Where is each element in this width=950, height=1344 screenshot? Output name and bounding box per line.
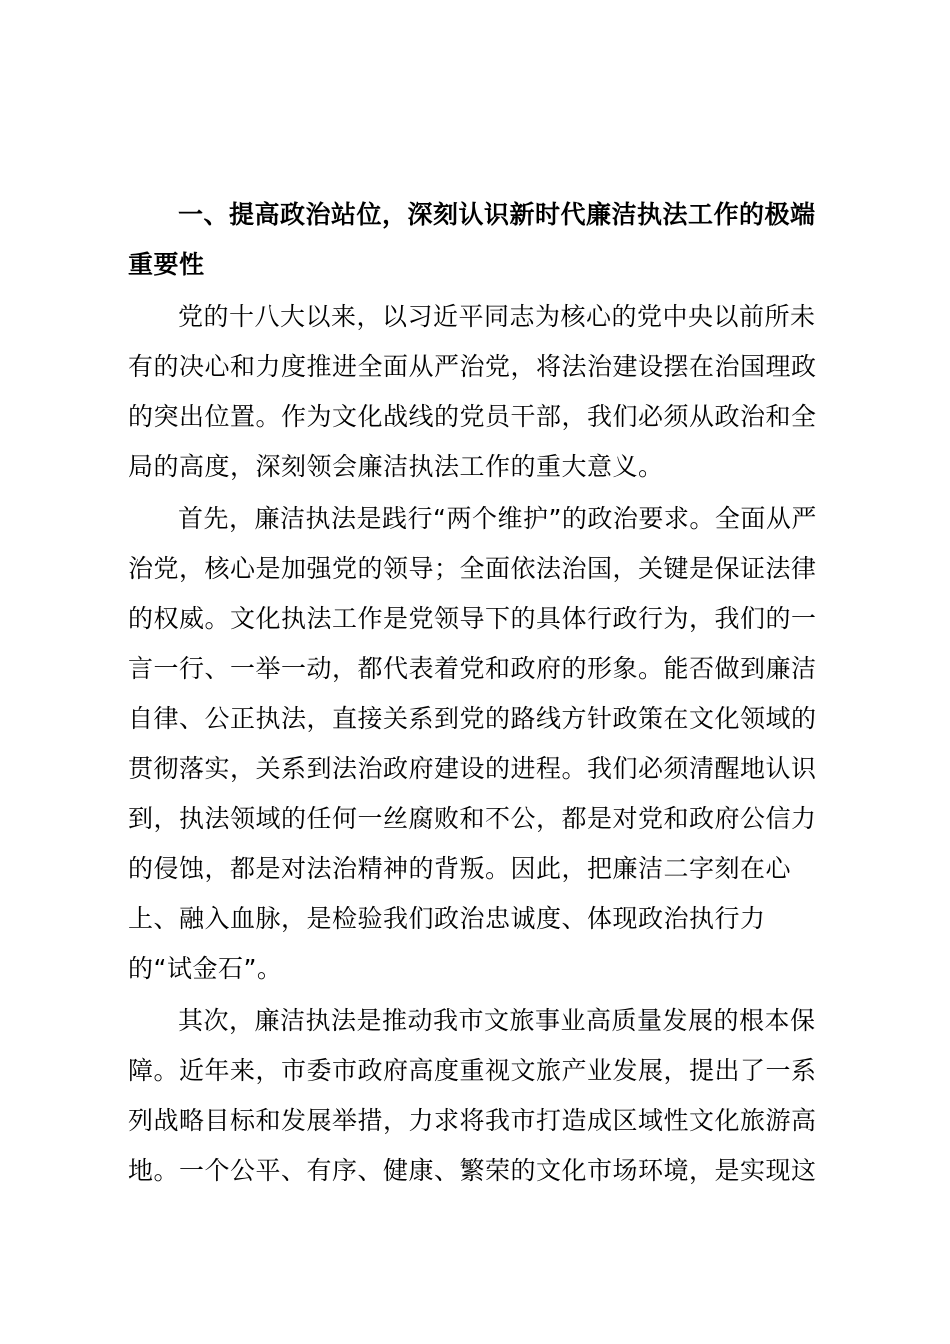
paragraph-second-point: 其次，廉洁执法是推动我市文旅事业高质量发展的根本保障。近年来，市委市政府高度重视文旅产业发展，提出了一系列战略目标和发展举措，力求将我市打造成区域性文化旅游高地。一个公平、有序、健康、繁荣的文化市场环境，是实现这 (128, 1006, 817, 1185)
paragraph-first-point: 首先，廉洁执法是践行“两个维护”的政治要求。全面从严治党，核心是加强党的领导；全面依法治国，关键是保证法律的权威。文化执法工作是党领导下的具体行政行为，我们的一言一行、一举一动，都代表着党和政府的形象。能否做到廉洁自律、公正执法，直接关系到党的路线方针政策在文化领域的贯彻落实，关系到法治政府建设的进程。我们必须清醒地认识到，执法领域的任何一丝腐败和不公，都是对党和政府公信力的侵蚀，都是对法治精神的背叛。因此，把廉洁二字刻在心上、融入血脉，是检验我们政治忠诚度、体现政治执行力的“试金石”。 (128, 504, 817, 983)
document-body (128, 190, 818, 1196)
section-heading: 一、提高政治站位，深刻认识新时代廉洁执法工作的极端重要性 (128, 200, 816, 279)
paragraph-intro: 党的十八大以来，以习近平同志为核心的党中央以前所未有的决心和力度推进全面从严治党，将法治建设摆在治国理政的突出位置。作为文化战线的党员干部，我们必须从政治和全局的高度，深刻领会廉洁执法工作的重大意义。 (128, 302, 817, 481)
